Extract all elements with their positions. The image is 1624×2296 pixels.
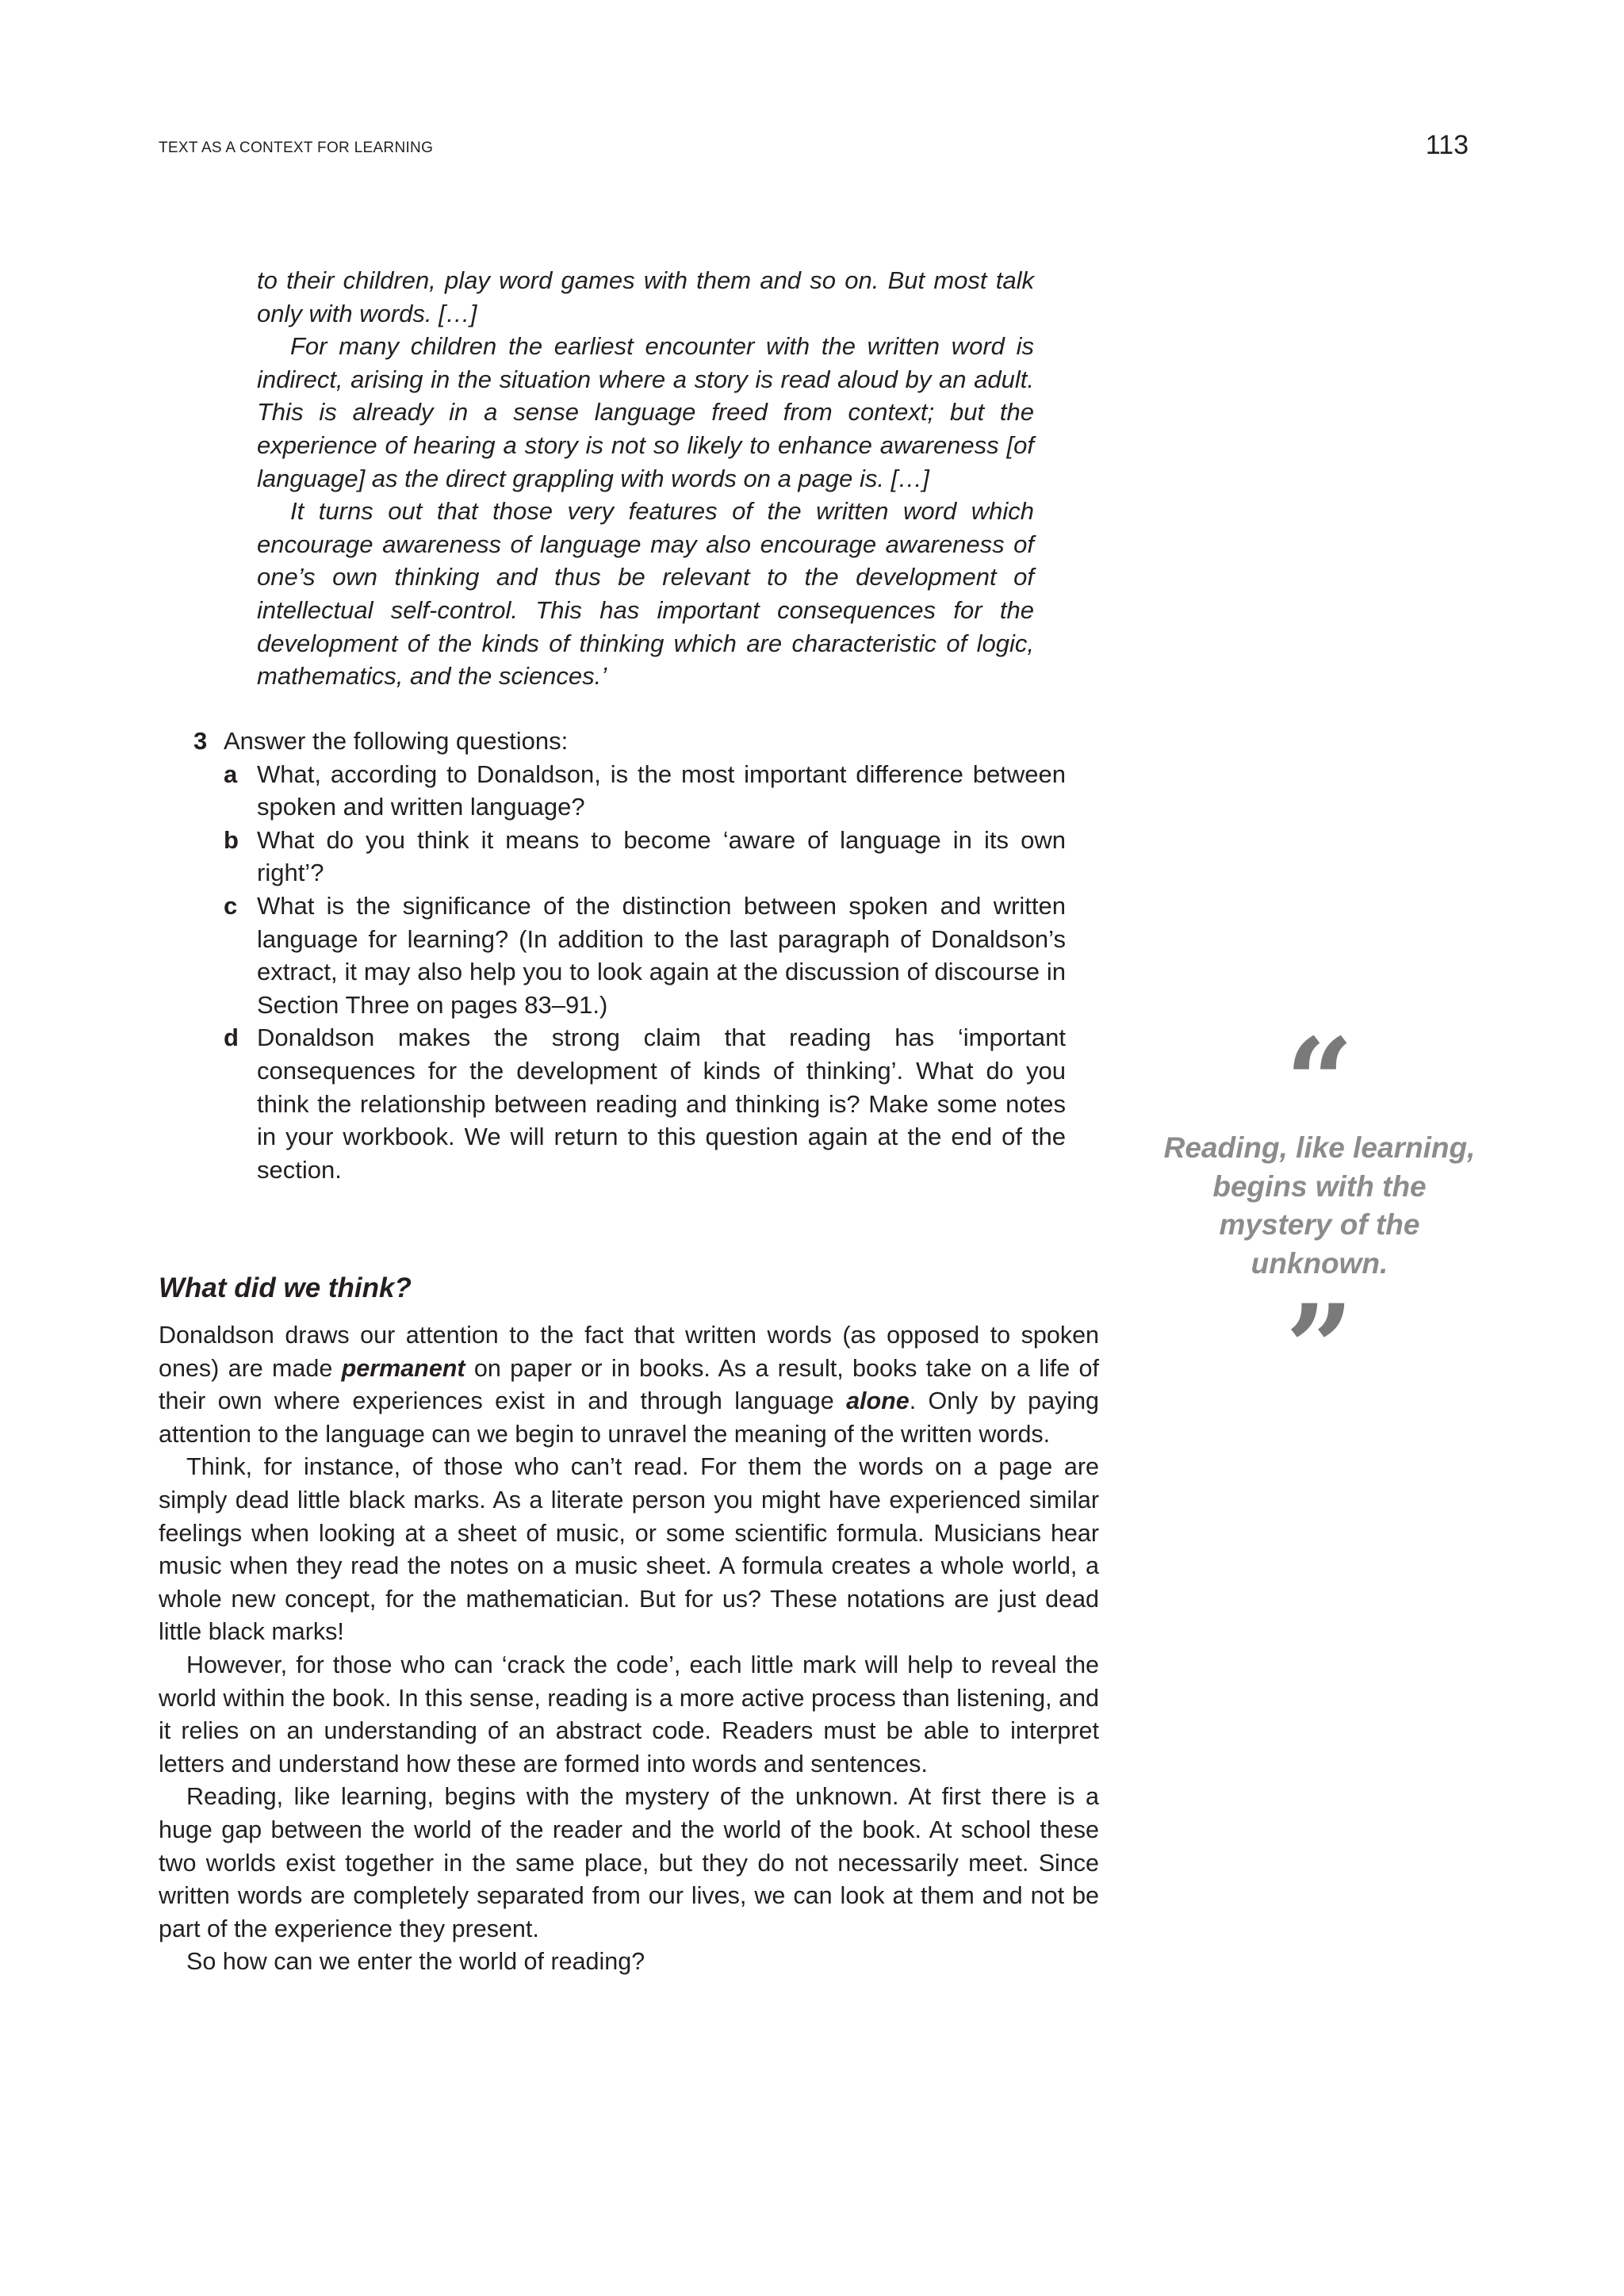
emphasis-alone: alone xyxy=(846,1387,910,1415)
emphasis-permanent: permanent xyxy=(341,1354,465,1382)
question-letter: b xyxy=(224,825,239,854)
body-paragraph: Think, for instance, of those who can’t read. For them the words on a page are simply dead little black marks. As a literate person you might have experienced similar feelings when looking at a sheet of music, or some scientific formula. Musicians hear music when they read the notes on a music sheet. A formula creates a whole world, a whole new concept, for the mathematician. But for us? These notations are just dead little black marks! xyxy=(159,1453,1099,1646)
body-text-run: on paper or in books. As a result, books take on a life of their own where experiences exist in and through language xyxy=(159,1354,1099,1415)
question-text: Donaldson makes the strong claim that reading has ‘important consequences for the development of kinds of thinking’. What do you think the relationship between reading and thinking is? Make some notes in your workbook. We will return to this question again at the end of the section. xyxy=(257,1024,1066,1184)
body-text-run: Donaldson draws our attention to the fact that written words (as opposed to spoken ones) are made xyxy=(159,1322,1099,1382)
question-letter: d xyxy=(224,1024,239,1052)
body-paragraph xyxy=(159,1319,1099,1451)
question-item-c xyxy=(224,890,1066,1021)
section-heading: What did we think? xyxy=(159,1272,412,1303)
running-head: TEXT AS A CONTEXT FOR LEARNING xyxy=(159,140,434,156)
question-item-a xyxy=(224,758,1066,824)
question-stem xyxy=(193,725,1066,758)
page-number: 113 xyxy=(1425,130,1469,160)
extract-paragraph: For many children the earliest encounter with the written word is indirect, arising in the situation where a story is read aloud by an adult. This is already in a sense language freed from context; but the experience of hearing a story is not so likely to enhance awareness [of language] as the direct grappling with words on a page is. […] xyxy=(257,332,1034,492)
question-letter: c xyxy=(224,891,238,920)
body-paragraph: Reading, like learning, begins with the mystery of the unknown. At first there is a huge gap between the world of the reader and the world of the book. At school these two worlds exist together in the same place, but they do not necessarily meet. Since written words are completely separated from our lives, we can look at them and not be part of the experience they present. xyxy=(159,1783,1099,1942)
pull-quote xyxy=(1159,1012,1480,1418)
question-item-d xyxy=(224,1021,1066,1186)
question-text: What, according to Donaldson, is the most important difference between spoken and written language? xyxy=(257,760,1066,821)
donaldson-extract xyxy=(257,264,1034,693)
extract-paragraph: It turns out that those very features of the written word which encourage awareness of language may also encourage awareness of one’s own thinking and thus be relevant to the development of intellectual self-control. This has important consequences for the development of the kinds of thinking which are characteristic of logic, mathematics, and the sciences.’ xyxy=(257,497,1034,691)
body-paragraph: However, for those who can ‘crack the code’, each little mark will help to reveal the world within the book. In this sense, reading is a more active process than listening, and it relies on an understanding of an abstract code. Readers must be able to interpret letters and understand how these are formed into words and sentences. xyxy=(159,1651,1099,1777)
question-number: 3 xyxy=(193,727,208,755)
extract-paragraph: to their children, play word games with them and so on. But most talk only with words. […] xyxy=(257,266,1034,327)
pull-quote-text: Reading, like learning, begins with the mystery of the unknown. xyxy=(1163,1131,1476,1280)
question-3 xyxy=(193,725,1066,1186)
body-paragraph: So how can we enter the world of reading? xyxy=(186,1948,645,1976)
question-text: What is the significance of the distinction between spoken and written language for learning? (In addition to the last paragraph of Donaldson’s extract, it may also help you to look again at the discussion of discourse in Section Three on pages 83–91.) xyxy=(257,891,1066,1019)
question-text: What do you think it means to become ‘aware of language in its own right’? xyxy=(257,825,1066,887)
section-body xyxy=(159,1319,1099,1979)
question-stem-text: Answer the following questions: xyxy=(224,727,569,755)
question-item-b xyxy=(224,824,1066,890)
question-letter: a xyxy=(224,760,238,788)
open-quote-icon: “ xyxy=(1285,1012,1354,1152)
close-quote-icon: ” xyxy=(1285,1279,1354,1418)
body-text-run: . Only by paying attention to the language can we begin to unravel the meaning of the written words. xyxy=(159,1387,1099,1448)
